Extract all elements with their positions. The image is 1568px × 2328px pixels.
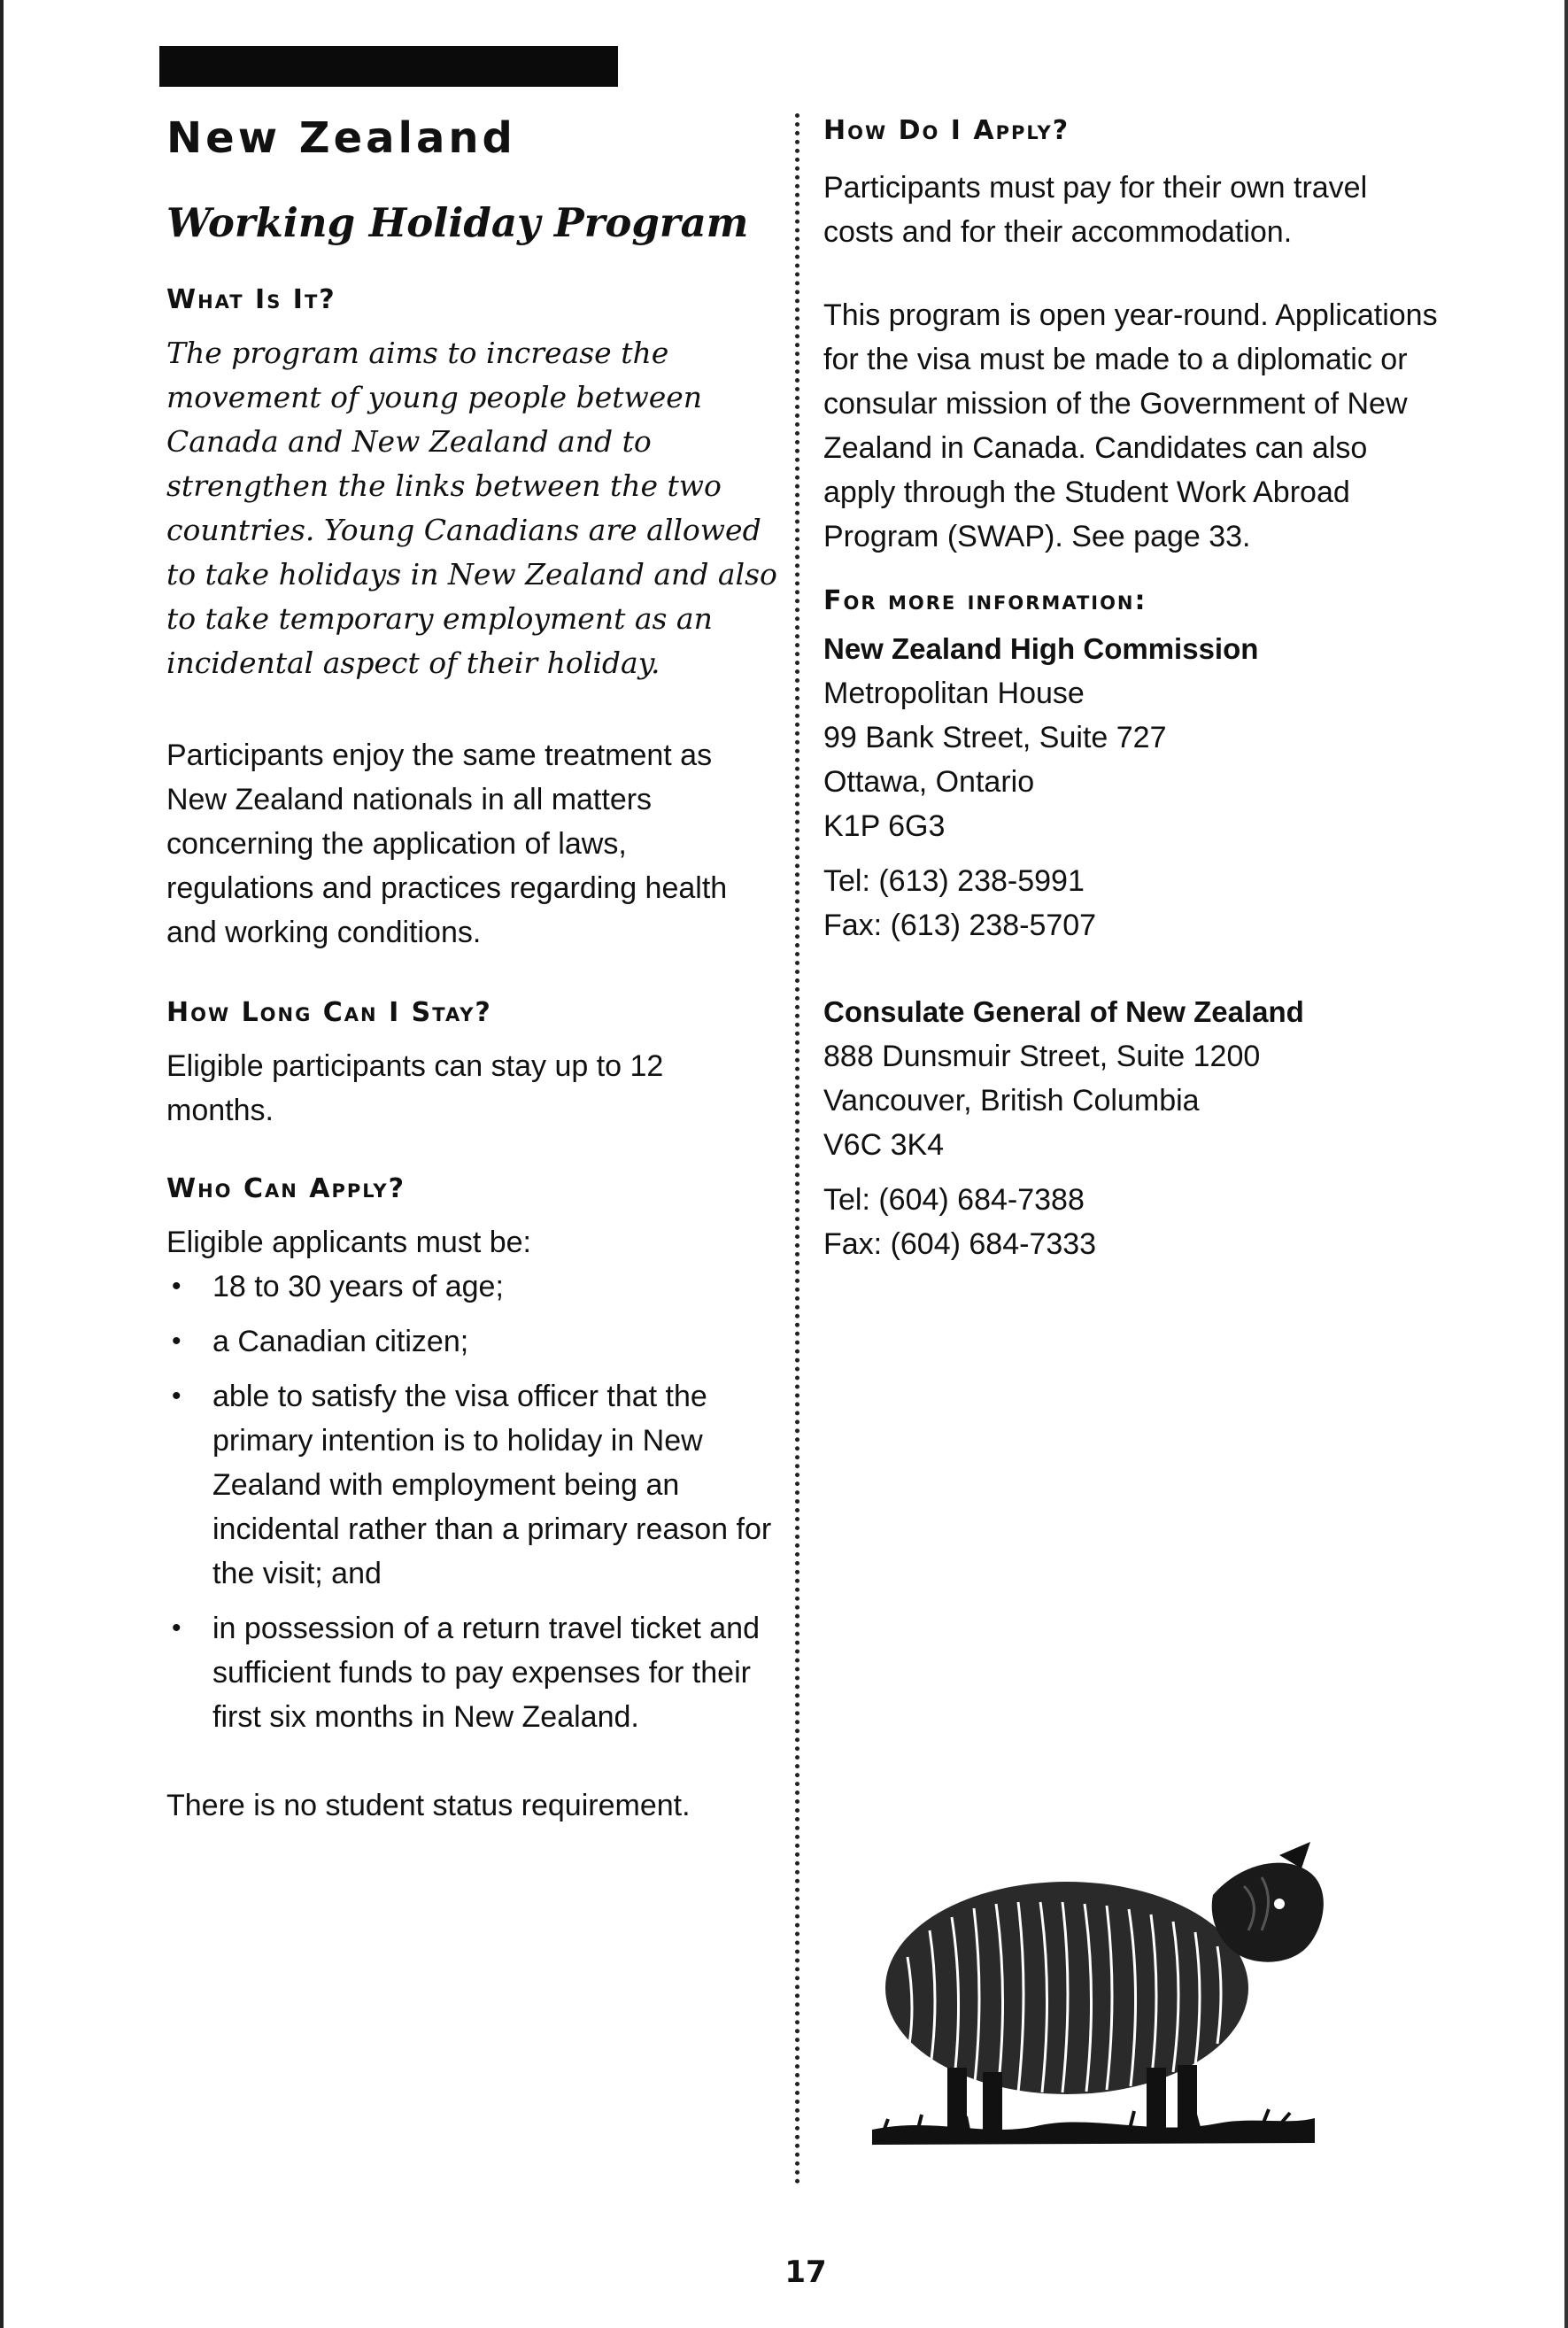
address-line: 99 Bank Street, Suite 727	[823, 721, 1167, 754]
list-item	[166, 1319, 777, 1364]
telephone: Tel: (613) 238-5991	[823, 864, 1085, 898]
contact-name: Consulate General of New Zealand	[823, 995, 1304, 1028]
list-item	[166, 1606, 777, 1739]
address-line: V6C 3K4	[823, 1128, 945, 1162]
title-bar	[159, 46, 618, 87]
country-title: New Zealand	[166, 113, 516, 163]
what-heading: What Is It?	[166, 283, 336, 315]
stay-text: Eligible participants can stay up to 12 months.	[166, 1048, 664, 1127]
bullet-icon: •	[172, 1381, 182, 1411]
column-divider	[795, 113, 799, 2185]
page-edge-right	[1564, 0, 1568, 2328]
contact-name: New Zealand High Commission	[823, 632, 1259, 665]
address-line: Metropolitan House	[823, 677, 1085, 710]
fax: Fax: (604) 684-7333	[823, 1227, 1097, 1261]
student-note: There is no student status requirement.	[166, 1788, 691, 1822]
apply-text: Participants must pay for their own travel costs and for their accommodation.	[823, 171, 1368, 249]
fax: Fax: (613) 238-5707	[823, 909, 1097, 942]
telephone: Tel: (604) 684-7388	[823, 1183, 1085, 1217]
what-text: The program aims to increase the movement of young people between Canada and New Zealand and to strengthen the links between the two countries. Young Canadians are allowed to take holidays in New Zealand and also to take temporary employment as an incidental aspect of their holiday.	[166, 335, 777, 680]
bullet-icon: •	[172, 1326, 182, 1356]
stay-heading: How Long Can I Stay?	[166, 996, 492, 1028]
address-line: Vancouver, British Columbia	[823, 1084, 1200, 1118]
sheep-illustration	[863, 1833, 1341, 2169]
address-line: Ottawa, Ontario	[823, 765, 1035, 799]
apply-heading: How Do I Apply?	[823, 115, 1070, 146]
list-item	[166, 1265, 777, 1309]
eligibility-list	[166, 1265, 777, 1739]
list-item-text: able to satisfy the visa officer that the primary intention is to holiday in New Zealand with employment being an incidental rather than a primary reason for the visit; and	[212, 1379, 772, 1590]
phone-block	[823, 859, 1443, 947]
list-item-text: in possession of a return travel ticket and sufficient funds to pay expenses for their first six months in New Zealand.	[212, 1611, 760, 1734]
open-text: This program is open year-round. Applications for the visa must be made to a diplomatic or consular mission of the Government of New Zealand in Canada. Candidates can also apply through the Student Work Abroad Program (SWAP). See page 33.	[823, 298, 1438, 553]
list-item-text: 18 to 30 years of age;	[212, 1269, 504, 1303]
phone-block	[823, 1178, 1443, 1266]
who-heading: Who Can Apply?	[166, 1172, 406, 1204]
contact-block	[823, 627, 1443, 947]
left-column	[166, 115, 777, 1863]
list-item	[166, 1374, 777, 1596]
bullet-icon: •	[172, 1613, 182, 1643]
program-title: Working Holiday Program	[166, 198, 749, 246]
bullet-icon: •	[172, 1271, 182, 1301]
info-heading: For more information:	[823, 585, 1147, 616]
list-item-text: a Canadian citizen;	[212, 1324, 469, 1358]
right-column	[823, 115, 1443, 1302]
contact-block	[823, 990, 1443, 1266]
who-intro: Eligible applicants must be:	[166, 1225, 532, 1259]
page-number: 17	[784, 2255, 827, 2290]
address-line: 888 Dunsmuir Street, Suite 1200	[823, 1040, 1261, 1073]
page-edge-left	[0, 0, 4, 2328]
treatment-text: Participants enjoy the same treatment as New Zealand nationals in all matters concerning the application of laws, regulations and practices regarding health and working conditions.	[166, 738, 728, 949]
address-line: K1P 6G3	[823, 809, 946, 843]
